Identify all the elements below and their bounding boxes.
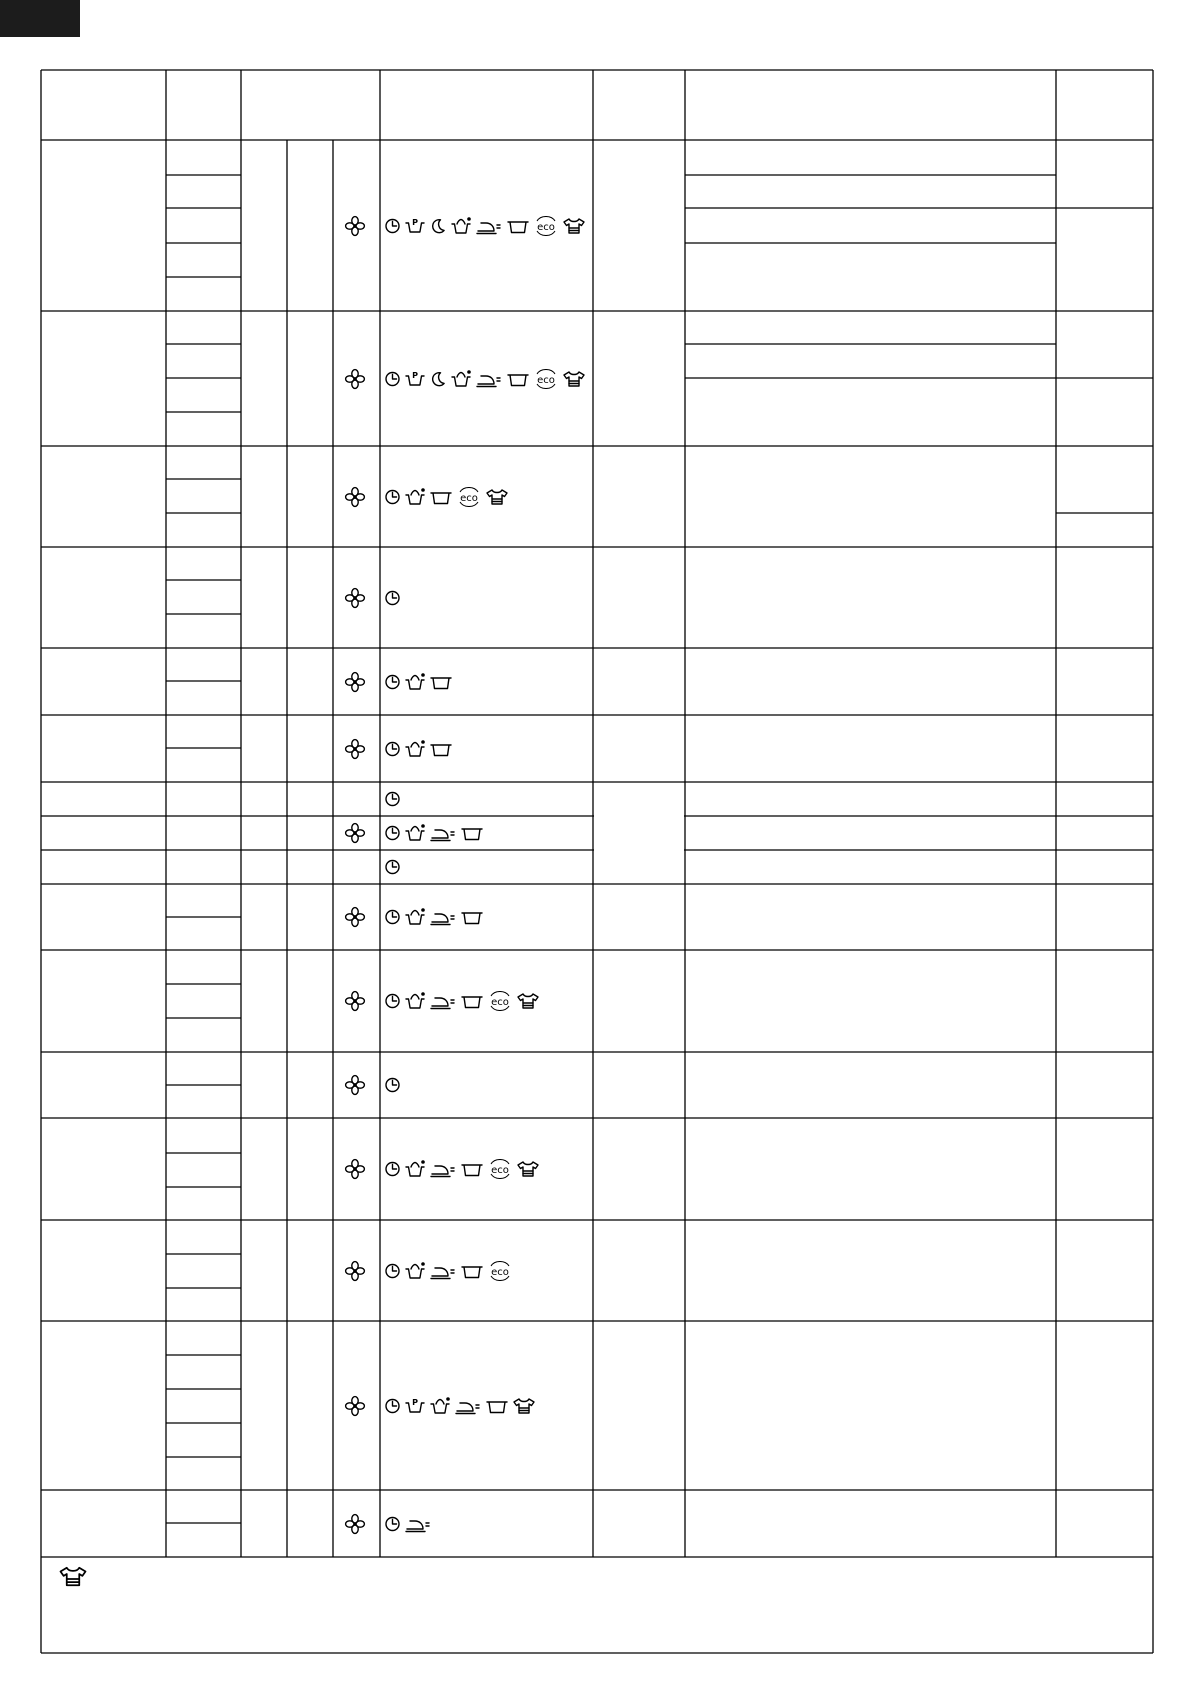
- intensive-tub-icon: [404, 907, 426, 927]
- eco-icon: [456, 487, 482, 507]
- option-icons-r11: [384, 991, 543, 1011]
- option-icons-r7: [384, 789, 404, 809]
- easy-iron-icon: [475, 217, 503, 235]
- fan-flower-icon: [344, 368, 366, 390]
- intensive-tub-icon: [404, 1159, 426, 1179]
- option-icons-r15: [384, 1396, 539, 1416]
- option-icons-r14: [384, 1261, 516, 1281]
- option-icons-r4: [384, 588, 404, 608]
- eco-icon: [533, 216, 559, 236]
- svg-text:eco: eco: [537, 222, 555, 233]
- svg-text:P: P: [412, 371, 418, 380]
- extra-rinse-tub-icon: [429, 488, 453, 506]
- extra-rinse-tub-icon: [460, 908, 484, 926]
- svg-text:eco: eco: [491, 1267, 509, 1278]
- clock-icon: [384, 1076, 401, 1094]
- fan-flower-icon: [344, 990, 366, 1012]
- eco-icon: [487, 991, 513, 1011]
- fan-flower-icon: [344, 1074, 366, 1096]
- steam-shirt-icon: [516, 1159, 540, 1179]
- clock-icon: [384, 673, 401, 691]
- extra-rinse-tub-icon: [460, 824, 484, 842]
- clock-icon: [384, 370, 401, 388]
- intensive-tub-icon: [404, 487, 426, 507]
- eco-icon: [487, 1261, 513, 1281]
- fan-flower-icon: [344, 587, 366, 609]
- clock-icon: [384, 824, 401, 842]
- fan-flower-icon: [344, 1260, 366, 1282]
- clock-icon: [384, 1262, 401, 1280]
- option-icons-r13: [384, 1159, 543, 1179]
- easy-iron-icon: [429, 1262, 457, 1280]
- night-moon-icon: [429, 370, 447, 388]
- svg-text:eco: eco: [491, 1165, 509, 1176]
- intensive-tub-icon: [404, 991, 426, 1011]
- option-icons-r10: [384, 907, 487, 927]
- clock-icon: [384, 1515, 401, 1533]
- easy-iron-icon: [429, 992, 457, 1010]
- clock-icon: [384, 740, 401, 758]
- prewash-tub-icon: [404, 370, 426, 388]
- extra-rinse-tub-icon: [485, 1397, 509, 1415]
- clock-icon: [384, 488, 401, 506]
- clock-icon: [384, 1160, 401, 1178]
- intensive-tub-icon: [429, 1396, 451, 1416]
- steam-shirt-icon: [562, 369, 586, 389]
- extra-rinse-tub-icon: [460, 992, 484, 1010]
- prewash-tub-icon: [404, 1397, 426, 1415]
- steam-shirt-icon: [512, 1396, 536, 1416]
- steam-shirt-icon: [58, 1564, 88, 1589]
- extra-rinse-tub-icon: [429, 740, 453, 758]
- easy-iron-icon: [475, 370, 503, 388]
- option-icons-r9: [384, 857, 404, 877]
- extra-rinse-tub-icon: [460, 1262, 484, 1280]
- option-icons-r1: [384, 216, 589, 236]
- option-icons-r3: [384, 487, 512, 507]
- fan-flower-icon: [344, 906, 366, 928]
- option-icons-r2: [384, 369, 589, 389]
- steam-shirt-icon: [562, 216, 586, 236]
- eco-icon: [487, 1159, 513, 1179]
- easy-iron-icon: [429, 824, 457, 842]
- svg-text:P: P: [412, 218, 418, 227]
- intensive-tub-icon: [450, 369, 472, 389]
- svg-text:P: P: [412, 1398, 418, 1407]
- easy-iron-icon: [404, 1515, 432, 1533]
- clock-icon: [384, 1397, 401, 1415]
- prewash-tub-icon: [404, 217, 426, 235]
- clock-icon: [384, 790, 401, 808]
- svg-text:eco: eco: [460, 493, 478, 504]
- intensive-tub-icon: [404, 1261, 426, 1281]
- option-icons-r6: [384, 739, 456, 759]
- night-moon-icon: [429, 217, 447, 235]
- extra-rinse-tub-icon: [460, 1160, 484, 1178]
- fan-flower-icon: [344, 738, 366, 760]
- clock-icon: [384, 217, 401, 235]
- fan-flower-icon: [344, 1395, 366, 1417]
- intensive-tub-icon: [450, 216, 472, 236]
- clock-icon: [384, 908, 401, 926]
- extra-rinse-tub-icon: [506, 370, 530, 388]
- eco-icon: [533, 369, 559, 389]
- option-icons-r8: [384, 823, 487, 843]
- option-icons-r12: [384, 1075, 404, 1095]
- extra-rinse-tub-icon: [506, 217, 530, 235]
- fan-flower-icon: [344, 1513, 366, 1535]
- easy-iron-icon: [429, 908, 457, 926]
- fan-flower-icon: [344, 1158, 366, 1180]
- steam-shirt-icon: [485, 487, 509, 507]
- steam-shirt-icon: [516, 991, 540, 1011]
- easy-iron-icon: [429, 1160, 457, 1178]
- intensive-tub-icon: [404, 739, 426, 759]
- fan-flower-icon: [344, 671, 366, 693]
- option-icons-r16: [384, 1514, 435, 1534]
- extra-rinse-tub-icon: [429, 673, 453, 691]
- clock-icon: [384, 992, 401, 1010]
- fan-flower-icon: [344, 486, 366, 508]
- clock-icon: [384, 858, 401, 876]
- svg-text:eco: eco: [491, 997, 509, 1008]
- intensive-tub-icon: [404, 672, 426, 692]
- svg-text:eco: eco: [537, 375, 555, 386]
- fan-flower-icon: [344, 215, 366, 237]
- easy-iron-icon: [454, 1397, 482, 1415]
- intensive-tub-icon: [404, 823, 426, 843]
- option-icons-r5: [384, 672, 456, 692]
- clock-icon: [384, 589, 401, 607]
- fan-flower-icon: [344, 822, 366, 844]
